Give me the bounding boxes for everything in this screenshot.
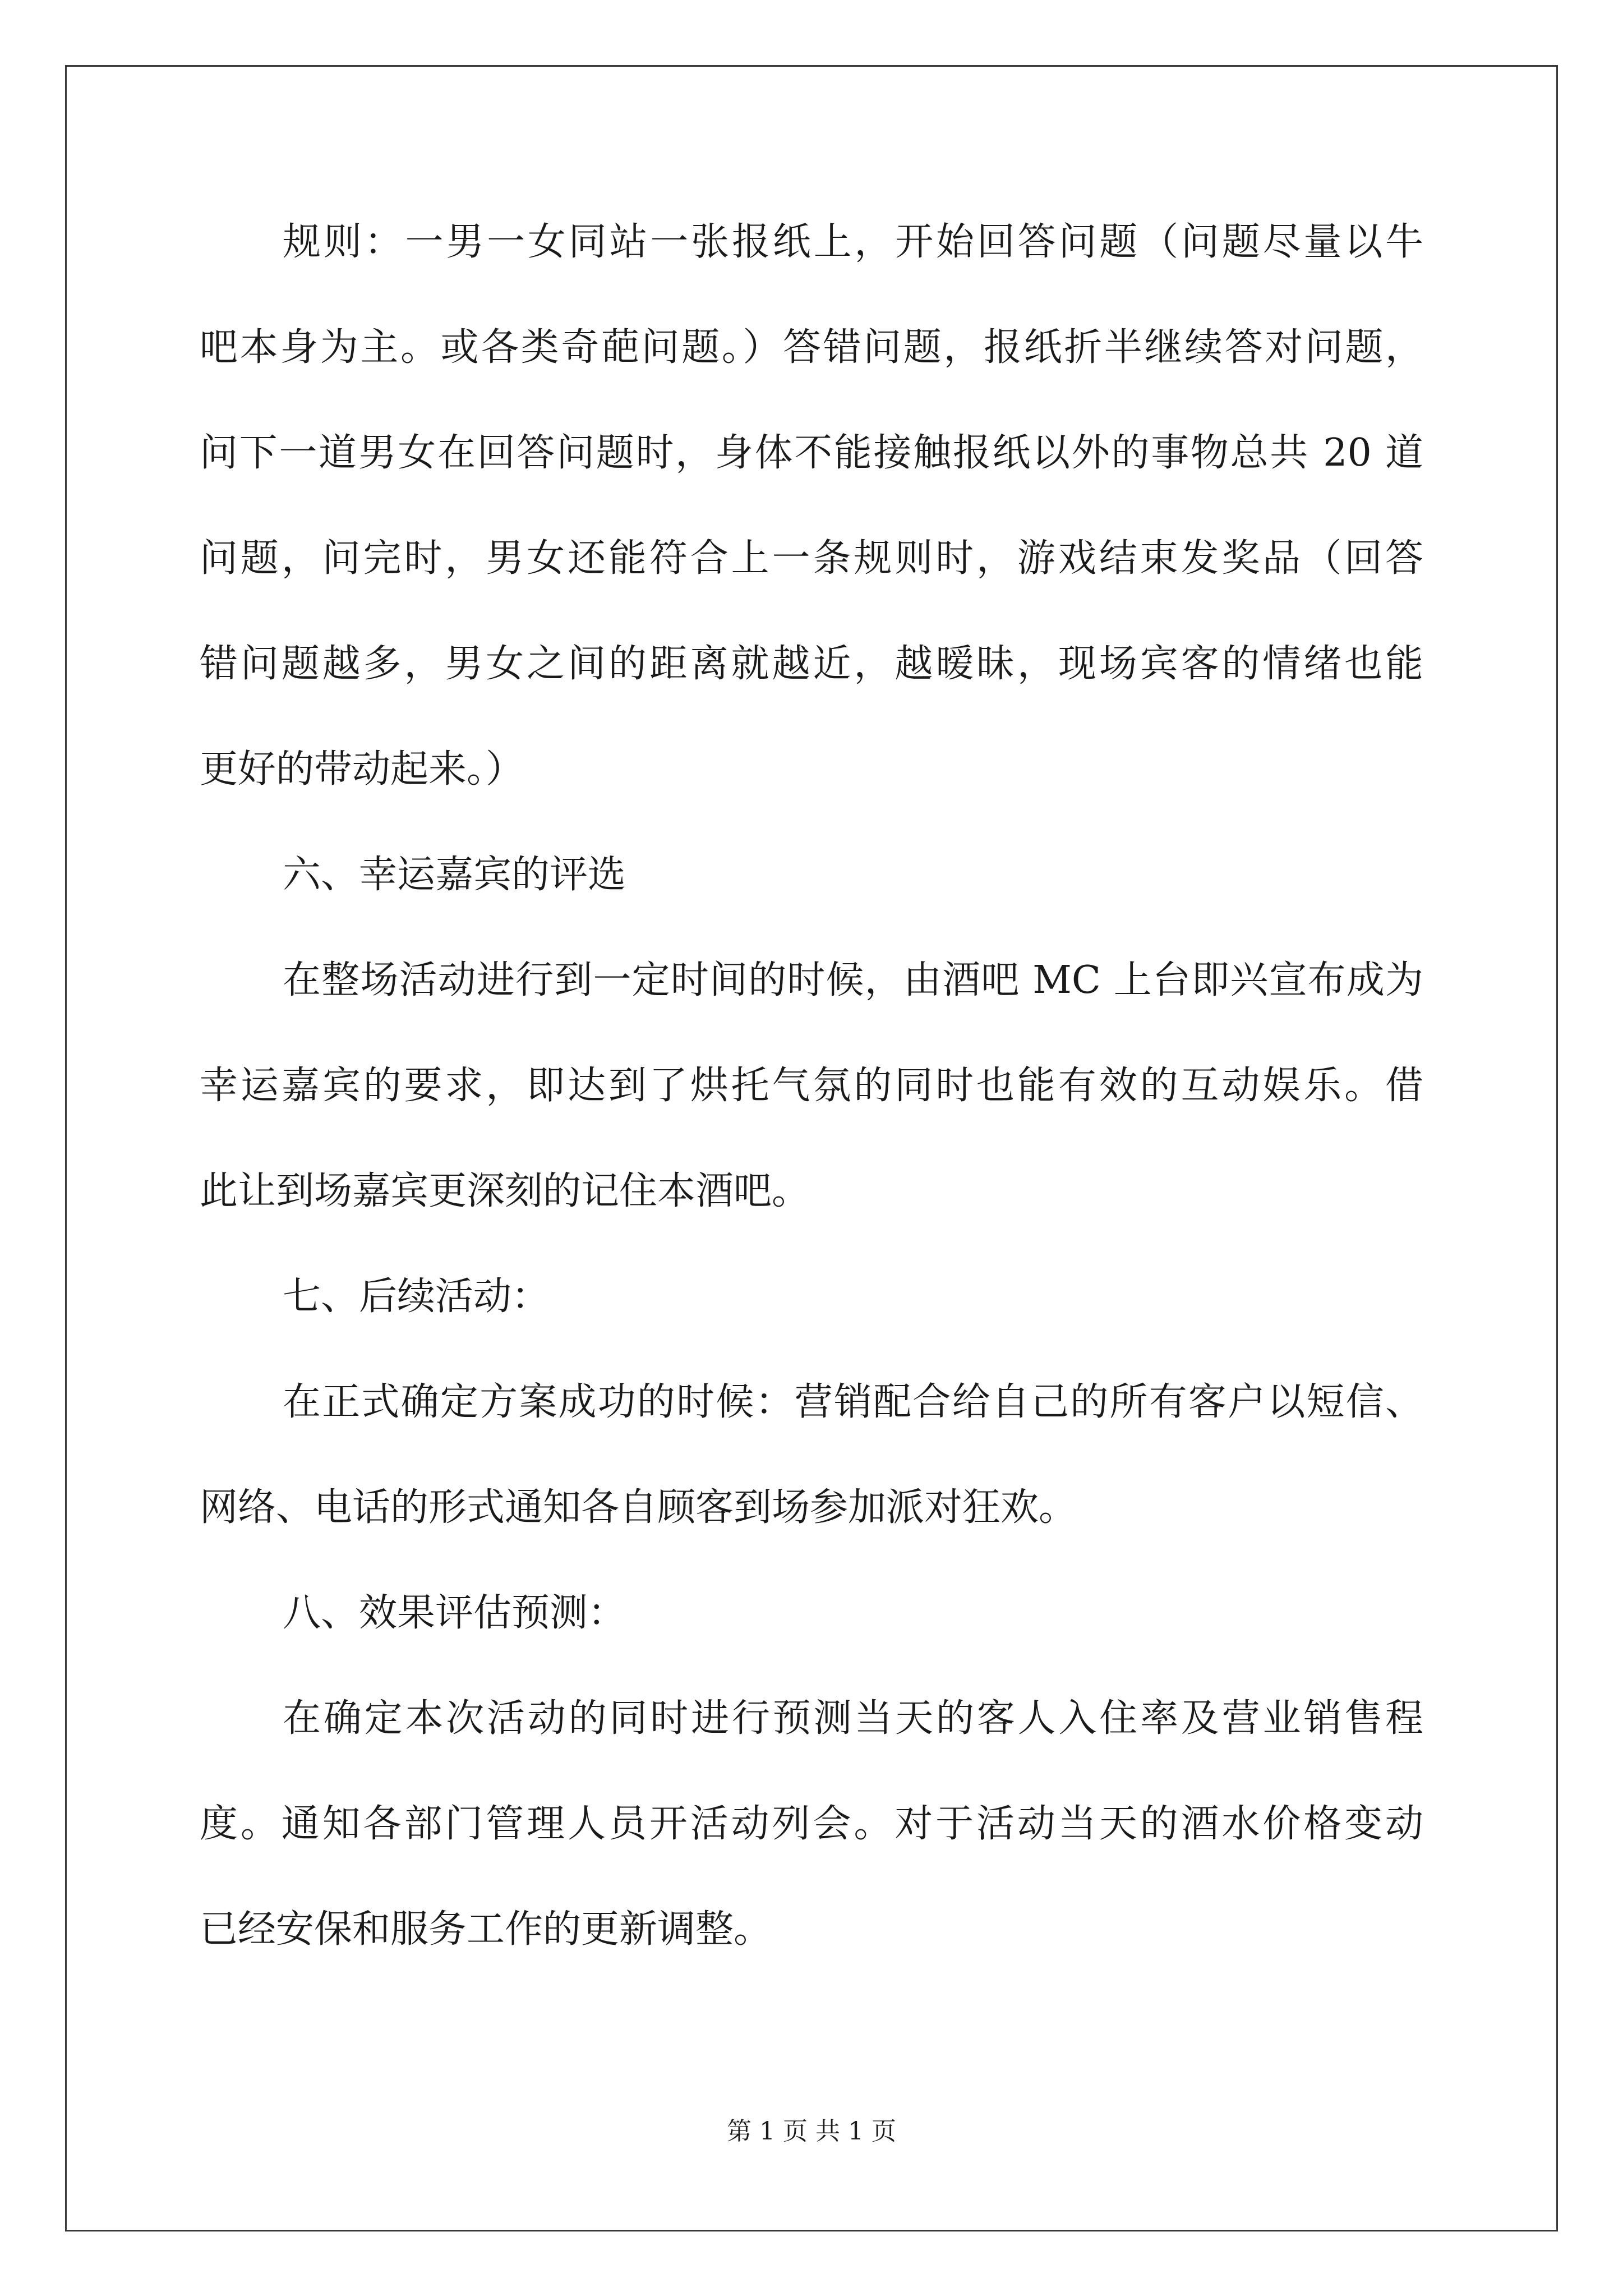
- paragraph-line: 已经安保和服务工作的更新调整。: [200, 1907, 772, 1952]
- paragraph-line: 在正式确定方案成功的时候：营销配合给自己的所有客户以短信、: [283, 1380, 1423, 1424]
- page-border: [65, 65, 1558, 2231]
- paragraph-line: 吧本身为主。或各类奇葩问题。）答错问题，报纸折半继续答对问题，: [200, 325, 1423, 370]
- paragraph-line: 在确定本次活动的同时进行预测当天的客人入住率及营业销售程: [283, 1696, 1423, 1741]
- paragraph-line: 幸运嘉宾的要求，即达到了烘托气氛的同时也能有效的互动娱乐。借: [200, 1064, 1423, 1108]
- paragraph-line: 在整场活动进行到一定时间的时候，由酒吧 MC 上台即兴宣布成为: [283, 958, 1423, 1002]
- paragraph-line: 问题，问完时，男女还能符合上一条规则时，游戏结束发奖品（回答: [200, 536, 1423, 581]
- section-heading: 六、幸运嘉宾的评选: [283, 853, 626, 897]
- section-heading: 八、效果评估预测：: [283, 1591, 626, 1635]
- paragraph-line: 网络、电话的形式通知各自顾客到场参加派对狂欢。: [200, 1485, 1077, 1530]
- paragraph-line: 规则：一男一女同站一张报纸上，开始回答问题（问题尽量以牛: [283, 220, 1423, 264]
- paragraph-line: 此让到场嘉宾更深刻的记住本酒吧。: [200, 1169, 810, 1213]
- section-heading: 七、后续活动：: [283, 1274, 550, 1319]
- paragraph-line: 问下一道男女在回答问题时，身体不能接触报纸以外的事物总共 20 道: [200, 431, 1423, 475]
- paragraph-line: 度。通知各部门管理人员开活动列会。对于活动当天的酒水价格变动: [200, 1802, 1423, 1846]
- paragraph-line: 错问题越多，男女之间的距离就越近，越暧昧，现场宾客的情绪也能: [200, 642, 1423, 686]
- paragraph-line: 更好的带动起来。）: [200, 747, 524, 792]
- page-number: 第 1 页 共 1 页: [727, 2117, 896, 2146]
